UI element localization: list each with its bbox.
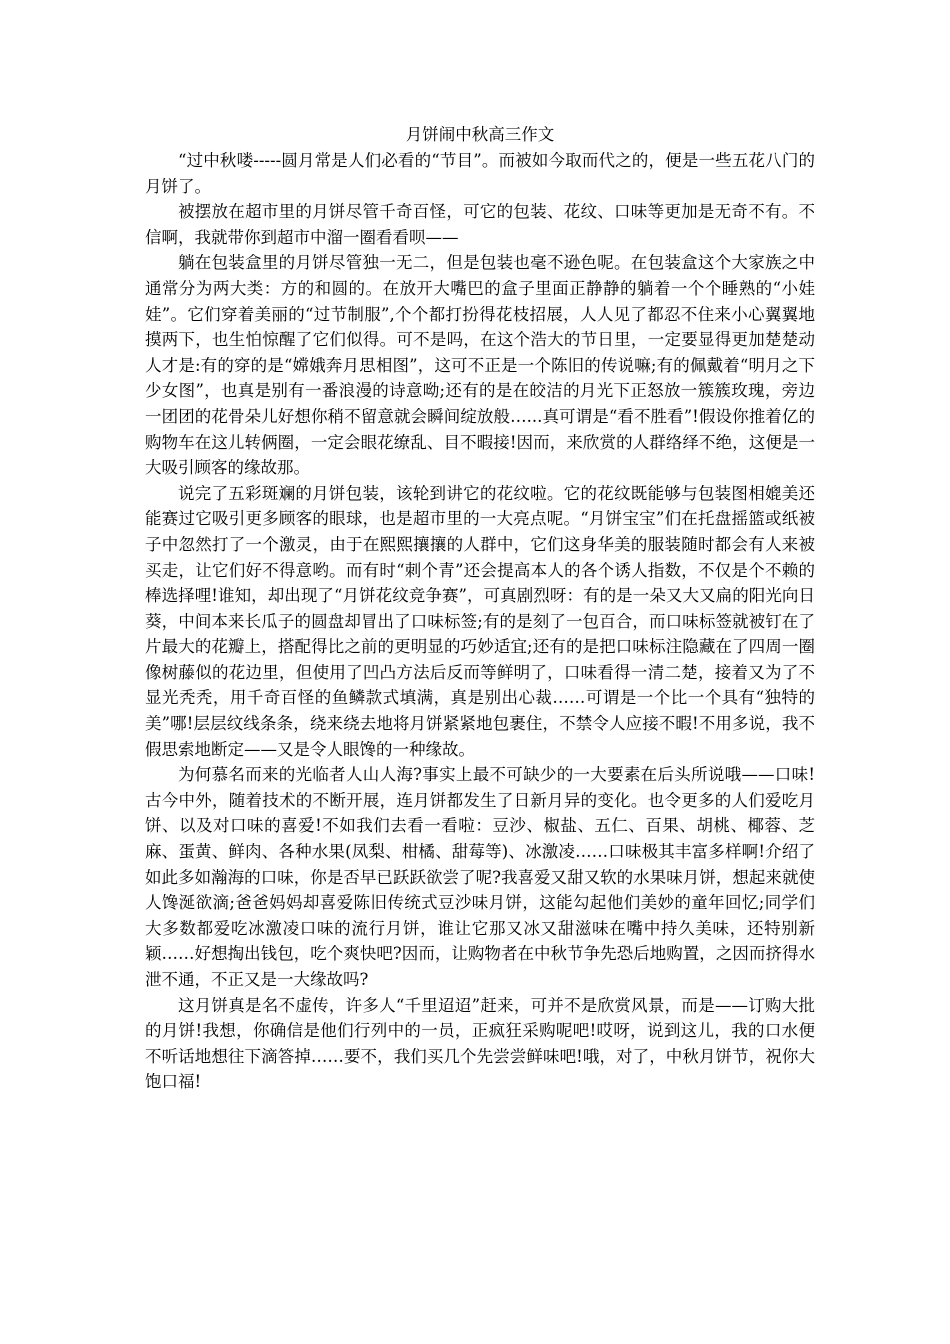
document-title: 月饼闹中秋高三作文 [405,125,555,144]
paragraph-6: 这月饼真是名不虚传，许多人“千里迢迢”赶来，可并不是欣赏风景，而是——订购大批的月饼!我想，你确信是他们行列中的一员，正疯狂采购呢吧!哎呀，说到这儿，我的口水便不听话地想往下滴答掉……要不，我们买几个先尝尝鲜味吧!哦，对了，中秋月饼节，祝你大饱口福! [145,995,815,1092]
paragraph-4: 说完了五彩斑斓的月饼包装，该轮到讲它的花纹啦。它的花纹既能够与包装图相媲美还能赛过它吸引更多顾客的眼球，也是超市里的一大亮点呢。“月饼宝宝”们在托盘摇篮或纸被子中忽然打了一个激灵，由于在熙熙攘攘的人群中，它们这身华美的服装随时都会有人来被买走，让它们好不得意哟。而有时“刺个青”还会提高本人的各个诱人指数，不仅是个不赖的棒选择哩!谁知，却出现了“月饼花纹竞争赛”，可真剧烈呀：有的是一朵又大又扁的阳光向日葵，中间本来长瓜子的圆盘却冒出了口味标签;有的是刻了一包百合，而口味标签就被钉在了片最大的花瓣上，搭配得比之前的更明显的巧妙适宜;还有的是把口味标注隐藏在了四周一圈像树藤似的花边里，但使用了凹凸方法后反而等鲜明了，口味看得一清二楚，接着又为了不显光秃秃，用千奇百怪的鱼鳞款式填满，真是别出心裁……可谓是一个比一个具有“独特的美”哪!层层纹线条条，绕来绕去地将月饼紧紧地包裹住，不禁令人应接不暇!不用多说，我不假思索地断定——又是令人眼馋的一种缘故。 [145,483,815,759]
paragraph-1: “过中秋喽-----圆月常是人们必看的“节目”。而被如今取而代之的，便是一些五花八门的月饼了。 [145,151,815,196]
paragraph-3: 躺在包装盒里的月饼尽管独一无二，但是包装也毫不逊色呢。在包装盒这个大家族之中通常分为两大类：方的和圆的。在放开大嘴巴的盒子里面正静静的躺着一个个睡熟的“小娃娃”。它们穿着美丽的“过节制服”,个个都打扮得花枝招展，人人见了都忍不住来小心翼翼地摸两下，也生怕惊醒了它们似得。可不是吗，在这个浩大的节日里，一定要显得更加楚楚动人才是:有的穿的是“嫦娥奔月思相图”，这可不正是一个陈旧的传说嘛;有的佩戴着“明月之下少女图”，也真是别有一番浪漫的诗意呦;还有的是在皎洁的月光下正怒放一簇簇玫瑰，旁边一团团的花骨朵儿好想你稍不留意就会瞬间绽放般…...真可谓是“看不胜看”!假设你推着亿的购物车在这儿转俩圈，一定会眼花缭乱、目不暇接!因而，来欣赏的人群络绎不绝，这便是一大吸引顾客的缘故那。 [145,253,815,478]
paragraph-5: 为何慕名而来的光临者人山人海?事实上最不可缺少的一大要素在后头所说哦——口味!古今中外，随着技术的不断开展，连月饼都发生了日新月异的变化。也令更多的人们爱吃月饼、以及对口味的喜爱!不如我们去看一看啦：豆沙、椒盐、五仁、百果、胡桃、椰蓉、芝麻、蛋黄、鲜肉、各种水果(凤梨、柑橘、甜莓等)、冰激凌……口味极其丰富多样啊!介绍了如此多如瀚海的口味，你是否早已跃跃欲尝了呢?我喜爱又甜又软的水果味月饼，想起来就使人馋涎欲滴;爸爸妈妈却喜爱陈旧传统式豆沙味月饼，这能勾起他们美妙的童年回忆;同学们大多数都爱吃冰激凌口味的流行月饼，谁让它那又冰又甜滋味在嘴中持久美味，还特别新颖……好想掏出钱包，吃个爽快吧?因而，让购物者在中秋节争先恐后地购置，之因而挤得水泄不通，不正又是一大缘故吗? [145,765,815,989]
document-body [145,122,815,1095]
paragraph-2: 被摆放在超市里的月饼尽管千奇百怪，可它的包装、花纹、口味等更加是无奇不有。不信啊，我就带你到超市中溜一圈看看呗—— [145,202,815,247]
